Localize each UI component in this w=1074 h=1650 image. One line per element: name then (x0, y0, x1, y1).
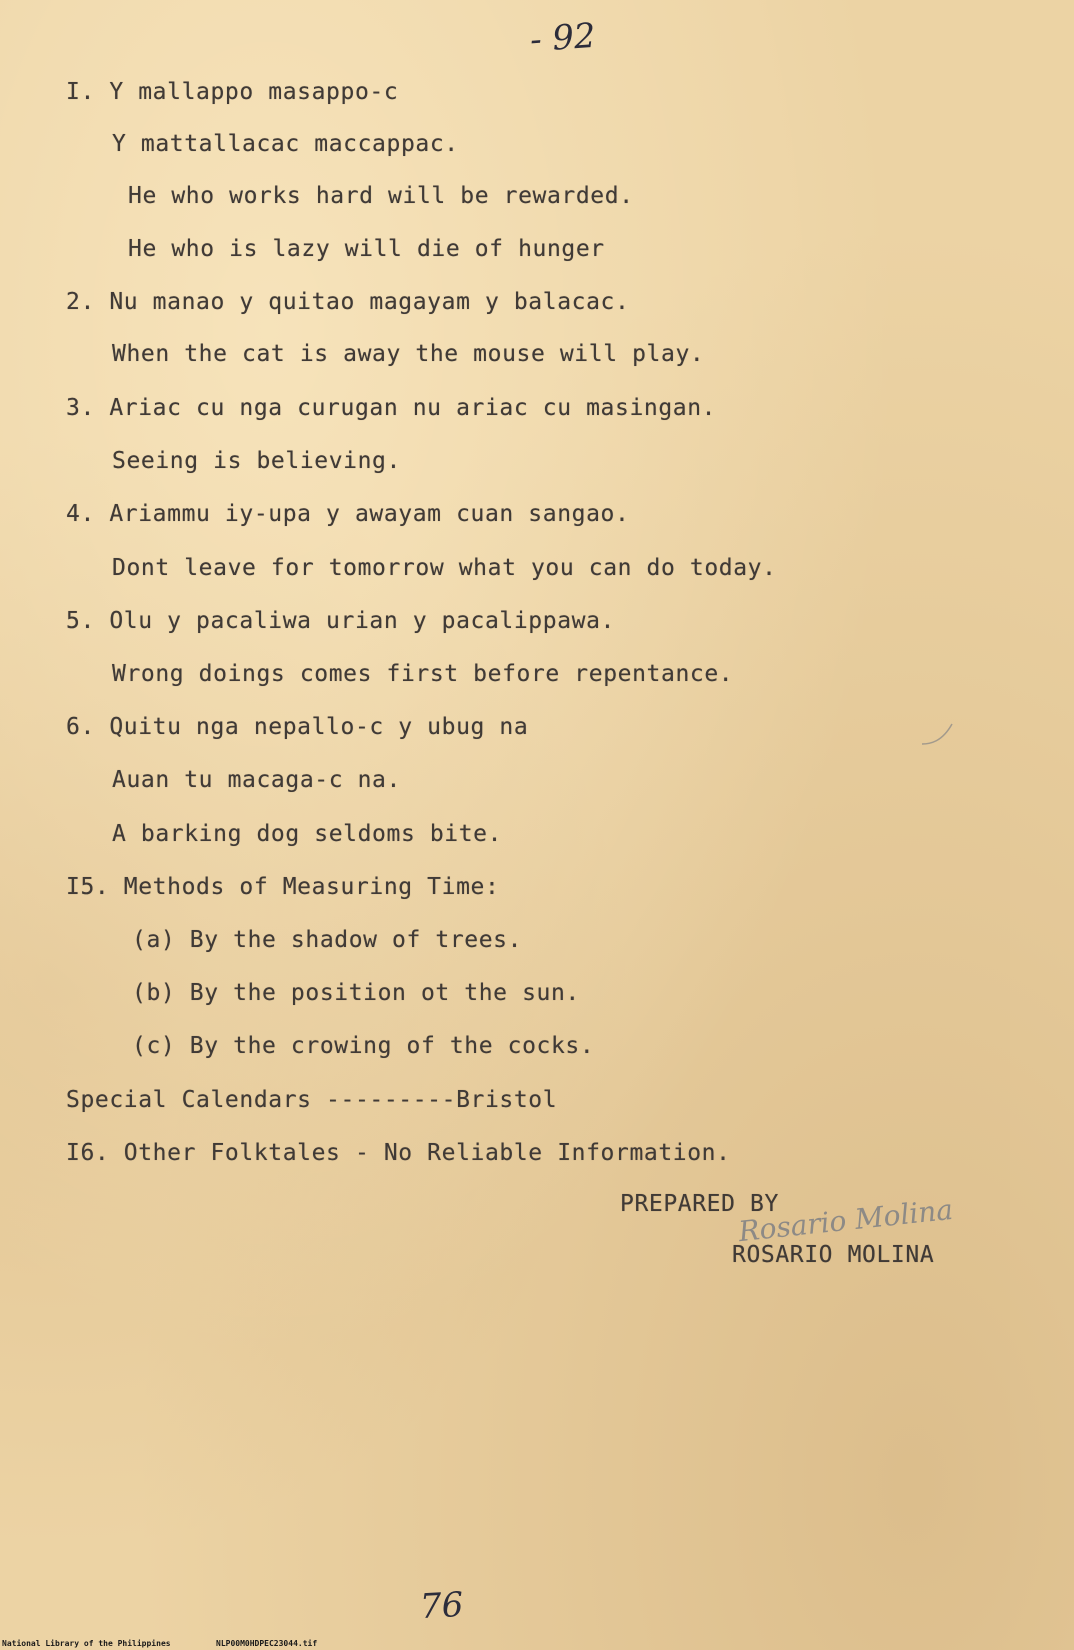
proverb-2-ibanag: 2. Nu manao y quitao magayam y balacac. (66, 289, 630, 315)
check-mark-icon (920, 722, 954, 748)
proverb-1-english: He who works hard will be rewarded. (128, 183, 634, 209)
proverb-5-english: Wrong doings comes first before repentance. (112, 661, 734, 687)
proverb-1-english-cont: He who is lazy will die of hunger (128, 236, 605, 262)
proverb-4-ibanag: 4. Ariammu iy-upa y awayam cuan sangao. (66, 501, 630, 527)
special-calendars: Special Calendars ---------Bristol (66, 1087, 558, 1113)
prepared-by-label: PREPARED BY (620, 1191, 779, 1217)
proverb-6-english: A barking dog seldoms bite. (112, 821, 503, 847)
proverb-5-ibanag: 5. Olu y pacaliwa urian y pacalippawa. (66, 608, 615, 634)
proverb-6-ibanag: 6. Quitu nga nepallo-c y ubug na (66, 714, 529, 740)
section-15-item-c: (c) By the crowing of the cocks. (132, 1033, 595, 1059)
section-16: I6. Other Folktales - No Reliable Information. (66, 1140, 731, 1166)
bottom-handwritten-number: 76 (418, 1584, 465, 1628)
proverb-3-english: Seeing is believing. (112, 448, 401, 474)
proverb-2-english: When the cat is away the mouse will play. (112, 341, 705, 367)
typed-name: ROSARIO MOLINA (732, 1242, 935, 1268)
section-15-item-a: (a) By the shadow of trees. (132, 927, 523, 953)
proverb-4-english: Dont leave for tomorrow what you can do today. (112, 555, 777, 581)
proverb-1-ibanag-cont: Y mattallacac maccappac. (112, 131, 459, 157)
proverb-3-ibanag: 3. Ariac cu nga curugan nu ariac cu masingan. (66, 395, 717, 421)
section-15-item-b: (b) By the position ot the sun. (132, 980, 580, 1006)
page-number: - 92 (528, 15, 597, 61)
footer-library: National Library of the Philippines (2, 1639, 171, 1648)
section-15-heading: I5. Methods of Measuring Time: (66, 874, 500, 900)
proverb-6-ibanag-cont: Auan tu macaga-c na. (112, 767, 401, 793)
footer-file-id: NLP00M0HDPEC23044.tif (216, 1639, 318, 1648)
handwritten-signature: Rosario Molina (736, 1192, 955, 1249)
proverb-1-ibanag: I. Y mallappo masappo-c (66, 79, 399, 105)
